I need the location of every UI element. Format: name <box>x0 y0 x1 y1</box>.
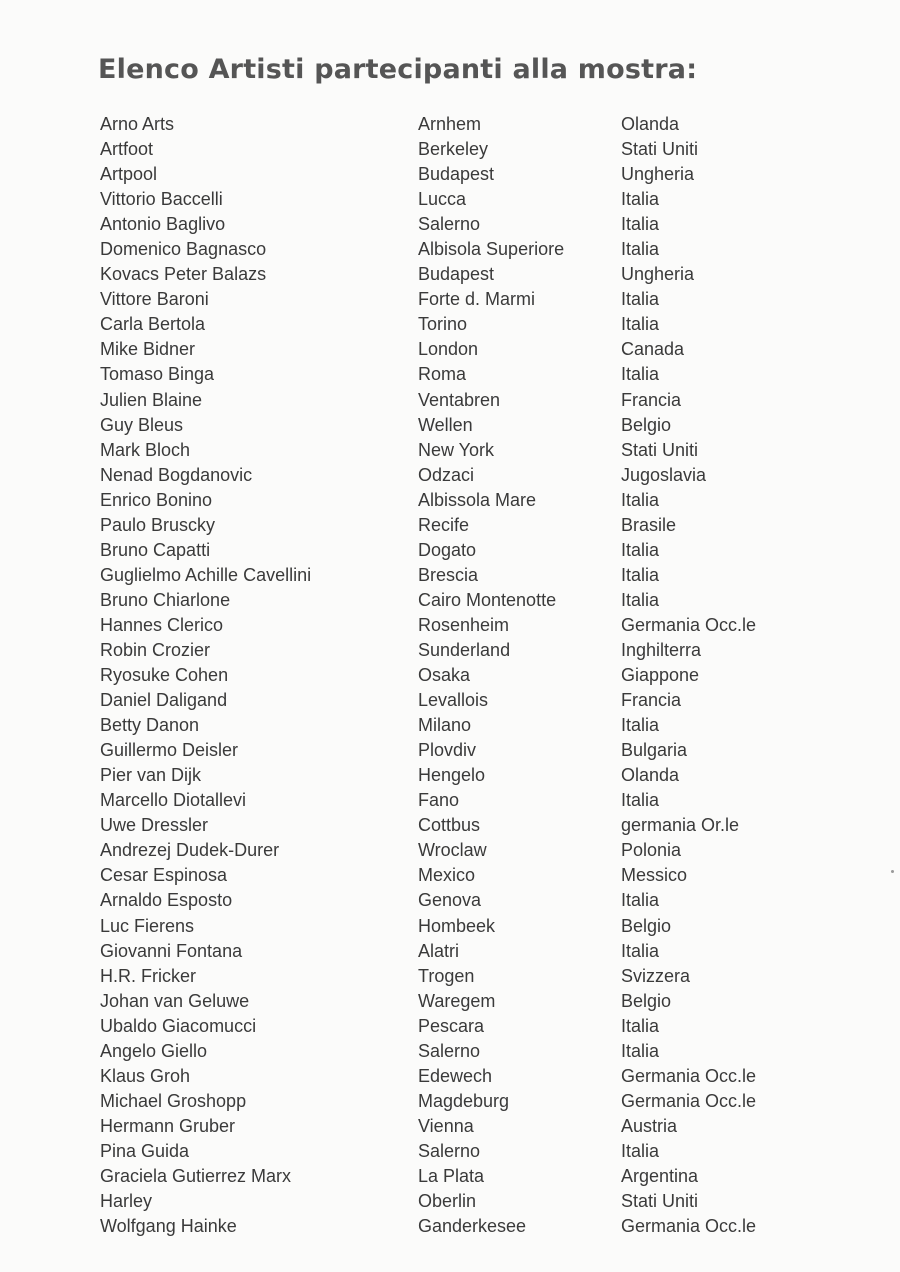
artist-row <box>0 262 900 287</box>
artist-name: Domenico Bagnasco <box>100 239 267 260</box>
artist-city: Recife <box>418 514 470 535</box>
artist-row <box>0 112 900 137</box>
artist-name: Bruno Chiarlone <box>100 589 231 610</box>
artist-row <box>0 638 900 663</box>
artist-name: Enrico Bonino <box>100 489 213 510</box>
artist-row <box>0 914 900 939</box>
artist-country: Italia <box>621 564 660 585</box>
artist-city: Wellen <box>418 414 473 435</box>
artist-country: Inghilterra <box>621 639 702 660</box>
artist-city: Lucca <box>418 189 467 210</box>
artist-country: Francia <box>621 690 682 711</box>
artist-row <box>0 939 900 964</box>
artist-country: Stati Uniti <box>621 1191 699 1212</box>
artist-country: Ungheria <box>621 164 695 185</box>
artist-name: Antonio Baglivo <box>100 214 226 235</box>
artist-country: Italia <box>621 489 660 510</box>
artist-country: Canada <box>621 339 685 360</box>
artist-country: Belgio <box>621 414 672 435</box>
artist-name: Marcello Diotallevi <box>100 790 247 811</box>
artist-name: Artpool <box>100 164 158 185</box>
artist-name: Guglielmo Achille Cavellini <box>100 564 312 585</box>
artist-city: Waregem <box>418 990 496 1011</box>
artist-city: Salerno <box>418 1040 481 1061</box>
artist-city: Forte d. Marmi <box>418 289 536 310</box>
artist-name: Mike Bidner <box>100 339 196 360</box>
artist-row <box>0 513 900 538</box>
artist-row <box>0 1039 900 1064</box>
artist-row <box>0 438 900 463</box>
artist-city: Edewech <box>418 1065 493 1086</box>
artist-row <box>0 563 900 588</box>
artist-row <box>0 738 900 763</box>
artist-row <box>0 362 900 387</box>
artist-name: H.R. Fricker <box>100 965 196 986</box>
artist-city: Brescia <box>418 564 479 585</box>
artist-list <box>0 112 900 1239</box>
artist-country: Italia <box>621 289 660 310</box>
artist-city: Albissola Mare <box>418 489 537 510</box>
artist-country: Francia <box>621 389 682 410</box>
artist-country: Ungheria <box>621 264 695 285</box>
artist-name: Betty Danon <box>100 715 200 736</box>
artist-city: Cottbus <box>418 815 481 836</box>
artist-row <box>0 187 900 212</box>
artist-country: Austria <box>621 1115 678 1136</box>
artist-city: Levallois <box>418 690 489 711</box>
artist-name: Cesar Espinosa <box>100 865 228 886</box>
artist-country: Italia <box>621 539 660 560</box>
artist-country: Belgio <box>621 990 672 1011</box>
artist-city: Budapest <box>418 264 495 285</box>
artist-country: Stati Uniti <box>621 139 699 160</box>
artist-name: Harley <box>100 1191 153 1212</box>
artist-city: Ganderkesee <box>418 1216 527 1237</box>
artist-country: Italia <box>621 940 660 961</box>
artist-city: Trogen <box>418 965 475 986</box>
artist-name: Wolfgang Hainke <box>100 1216 237 1237</box>
artist-city: Genova <box>418 890 482 911</box>
artist-city: Torino <box>418 314 468 335</box>
artist-name: Pier van Dijk <box>100 765 202 786</box>
artist-country: Italia <box>621 1040 660 1061</box>
artist-row <box>0 688 900 713</box>
artist-name: Daniel Daligand <box>100 690 228 711</box>
artist-country: Italia <box>621 239 660 260</box>
artist-city: Hombeek <box>418 915 496 936</box>
artist-city: Pescara <box>418 1015 485 1036</box>
artist-country: Giappone <box>621 665 700 686</box>
artist-city: Hengelo <box>418 765 486 786</box>
artist-name: Kovacs Peter Balazs <box>100 264 267 285</box>
artist-name: Pina Guida <box>100 1140 190 1161</box>
artist-name: Graciela Gutierrez Marx <box>100 1165 292 1186</box>
artist-name: Nenad Bogdanovic <box>100 464 253 485</box>
artist-row <box>0 1139 900 1164</box>
artist-row <box>0 463 900 488</box>
artist-name: Bruno Capatti <box>100 539 211 560</box>
artist-city: Fano <box>418 790 460 811</box>
artist-country: Italia <box>621 1015 660 1036</box>
artist-name: Hermann Gruber <box>100 1115 236 1136</box>
artist-city: London <box>418 339 479 360</box>
artist-row <box>0 1114 900 1139</box>
artist-city: La Plata <box>418 1165 485 1186</box>
artist-city: Albisola Superiore <box>418 239 565 260</box>
artist-city: Osaka <box>418 665 471 686</box>
artist-city: Plovdiv <box>418 740 477 761</box>
artist-country: Germania Occ.le <box>621 1065 757 1086</box>
artist-city: Mexico <box>418 865 476 886</box>
artist-city: Roma <box>418 364 467 385</box>
artist-country: Italia <box>621 715 660 736</box>
artist-country: Italia <box>621 214 660 235</box>
artist-name: Johan van Geluwe <box>100 990 250 1011</box>
artist-city: Wroclaw <box>418 840 487 861</box>
artist-country: Germania Occ.le <box>621 614 757 635</box>
artist-row <box>0 813 900 838</box>
artist-name: Robin Crozier <box>100 639 211 660</box>
artist-country: Belgio <box>621 915 672 936</box>
artist-country: Brasile <box>621 514 677 535</box>
artist-name: Guy Bleus <box>100 414 184 435</box>
artist-country: Olanda <box>621 765 680 786</box>
artist-country: Italia <box>621 189 660 210</box>
artist-city: Alatri <box>418 940 460 961</box>
artist-row <box>0 964 900 989</box>
artist-name: Andrezej Dudek-Durer <box>100 840 280 861</box>
artist-country: Germania Occ.le <box>621 1090 757 1111</box>
artist-city: Dogato <box>418 539 477 560</box>
artist-city: Milano <box>418 715 472 736</box>
page-title: Elenco Artisti partecipanti alla mostra: <box>98 54 698 85</box>
artist-city: Arnhem <box>418 114 482 134</box>
artist-name: Guillermo Deisler <box>100 740 239 761</box>
artist-name: Mark Bloch <box>100 439 191 460</box>
artist-city: Cairo Montenotte <box>418 589 557 610</box>
artist-country: Olanda <box>621 114 680 134</box>
artist-name: Tomaso Binga <box>100 364 215 385</box>
artist-name: Luc Fierens <box>100 915 195 936</box>
artist-country: Svizzera <box>621 965 691 986</box>
artist-row <box>0 788 900 813</box>
artist-row <box>0 237 900 262</box>
artist-country: Italia <box>621 589 660 610</box>
artist-row <box>0 1214 900 1239</box>
artist-country: Argentina <box>621 1165 699 1186</box>
artist-city: Oberlin <box>418 1191 477 1212</box>
artist-row <box>0 1064 900 1089</box>
artist-row <box>0 212 900 237</box>
artist-name: Hannes Clerico <box>100 614 224 635</box>
artist-name: Paulo Bruscky <box>100 514 216 535</box>
artist-row <box>0 337 900 362</box>
artist-country: Bulgaria <box>621 740 688 761</box>
artist-country: Italia <box>621 1140 660 1161</box>
artist-row <box>0 137 900 162</box>
artist-name: Vittorio Baccelli <box>100 189 223 210</box>
artist-row <box>0 888 900 913</box>
artist-row <box>0 613 900 638</box>
artist-row <box>0 1164 900 1189</box>
artist-city: Berkeley <box>418 139 489 160</box>
artist-name: Klaus Groh <box>100 1065 191 1086</box>
artist-name: Julien Blaine <box>100 389 203 410</box>
artist-country: Italia <box>621 364 660 385</box>
artist-country: Italia <box>621 790 660 811</box>
artist-row <box>0 863 900 888</box>
artist-city: Rosenheim <box>418 614 510 635</box>
artist-name: Artfoot <box>100 139 154 160</box>
artist-city: Odzaci <box>418 464 475 485</box>
artist-city: Salerno <box>418 1140 481 1161</box>
artist-name: Carla Bertola <box>100 314 206 335</box>
artist-row <box>0 388 900 413</box>
artist-row <box>0 162 900 187</box>
artist-name: Vittore Baroni <box>100 289 209 310</box>
artist-country: Polonia <box>621 840 682 861</box>
artist-name: Michael Groshopp <box>100 1090 247 1111</box>
artist-country: Messico <box>621 865 688 886</box>
artist-city: Budapest <box>418 164 495 185</box>
artist-name: Ryosuke Cohen <box>100 665 229 686</box>
artist-row <box>0 287 900 312</box>
artist-city: Sunderland <box>418 639 511 660</box>
artist-city: Salerno <box>418 214 481 235</box>
artist-row <box>0 413 900 438</box>
artist-city: Magdeburg <box>418 1090 510 1111</box>
artist-city: New York <box>418 439 495 460</box>
artist-country: Stati Uniti <box>621 439 699 460</box>
artist-country: Germania Occ.le <box>621 1216 757 1237</box>
artist-country: Jugoslavia <box>621 464 707 485</box>
artist-row <box>0 538 900 563</box>
artist-name: Arno Arts <box>100 114 175 134</box>
artist-row <box>0 763 900 788</box>
artist-name: Uwe Dressler <box>100 815 209 836</box>
artist-row <box>0 488 900 513</box>
artist-name: Ubaldo Giacomucci <box>100 1015 257 1036</box>
artist-row <box>0 1189 900 1214</box>
artist-country: germania Or.le <box>621 815 740 836</box>
artist-city: Vienna <box>418 1115 474 1136</box>
artist-name: Angelo Giello <box>100 1040 208 1061</box>
artist-row <box>0 1014 900 1039</box>
artist-country: Italia <box>621 890 660 911</box>
artist-city: Ventabren <box>418 389 501 410</box>
artist-row <box>0 1089 900 1114</box>
artist-row <box>0 312 900 337</box>
artist-row <box>0 838 900 863</box>
artist-country: Italia <box>621 314 660 335</box>
artist-name: Giovanni Fontana <box>100 940 243 961</box>
artist-name: Arnaldo Esposto <box>100 890 233 911</box>
artist-row <box>0 663 900 688</box>
artist-row <box>0 588 900 613</box>
artist-row <box>0 713 900 738</box>
scan-speck <box>891 870 894 873</box>
artist-row <box>0 989 900 1014</box>
